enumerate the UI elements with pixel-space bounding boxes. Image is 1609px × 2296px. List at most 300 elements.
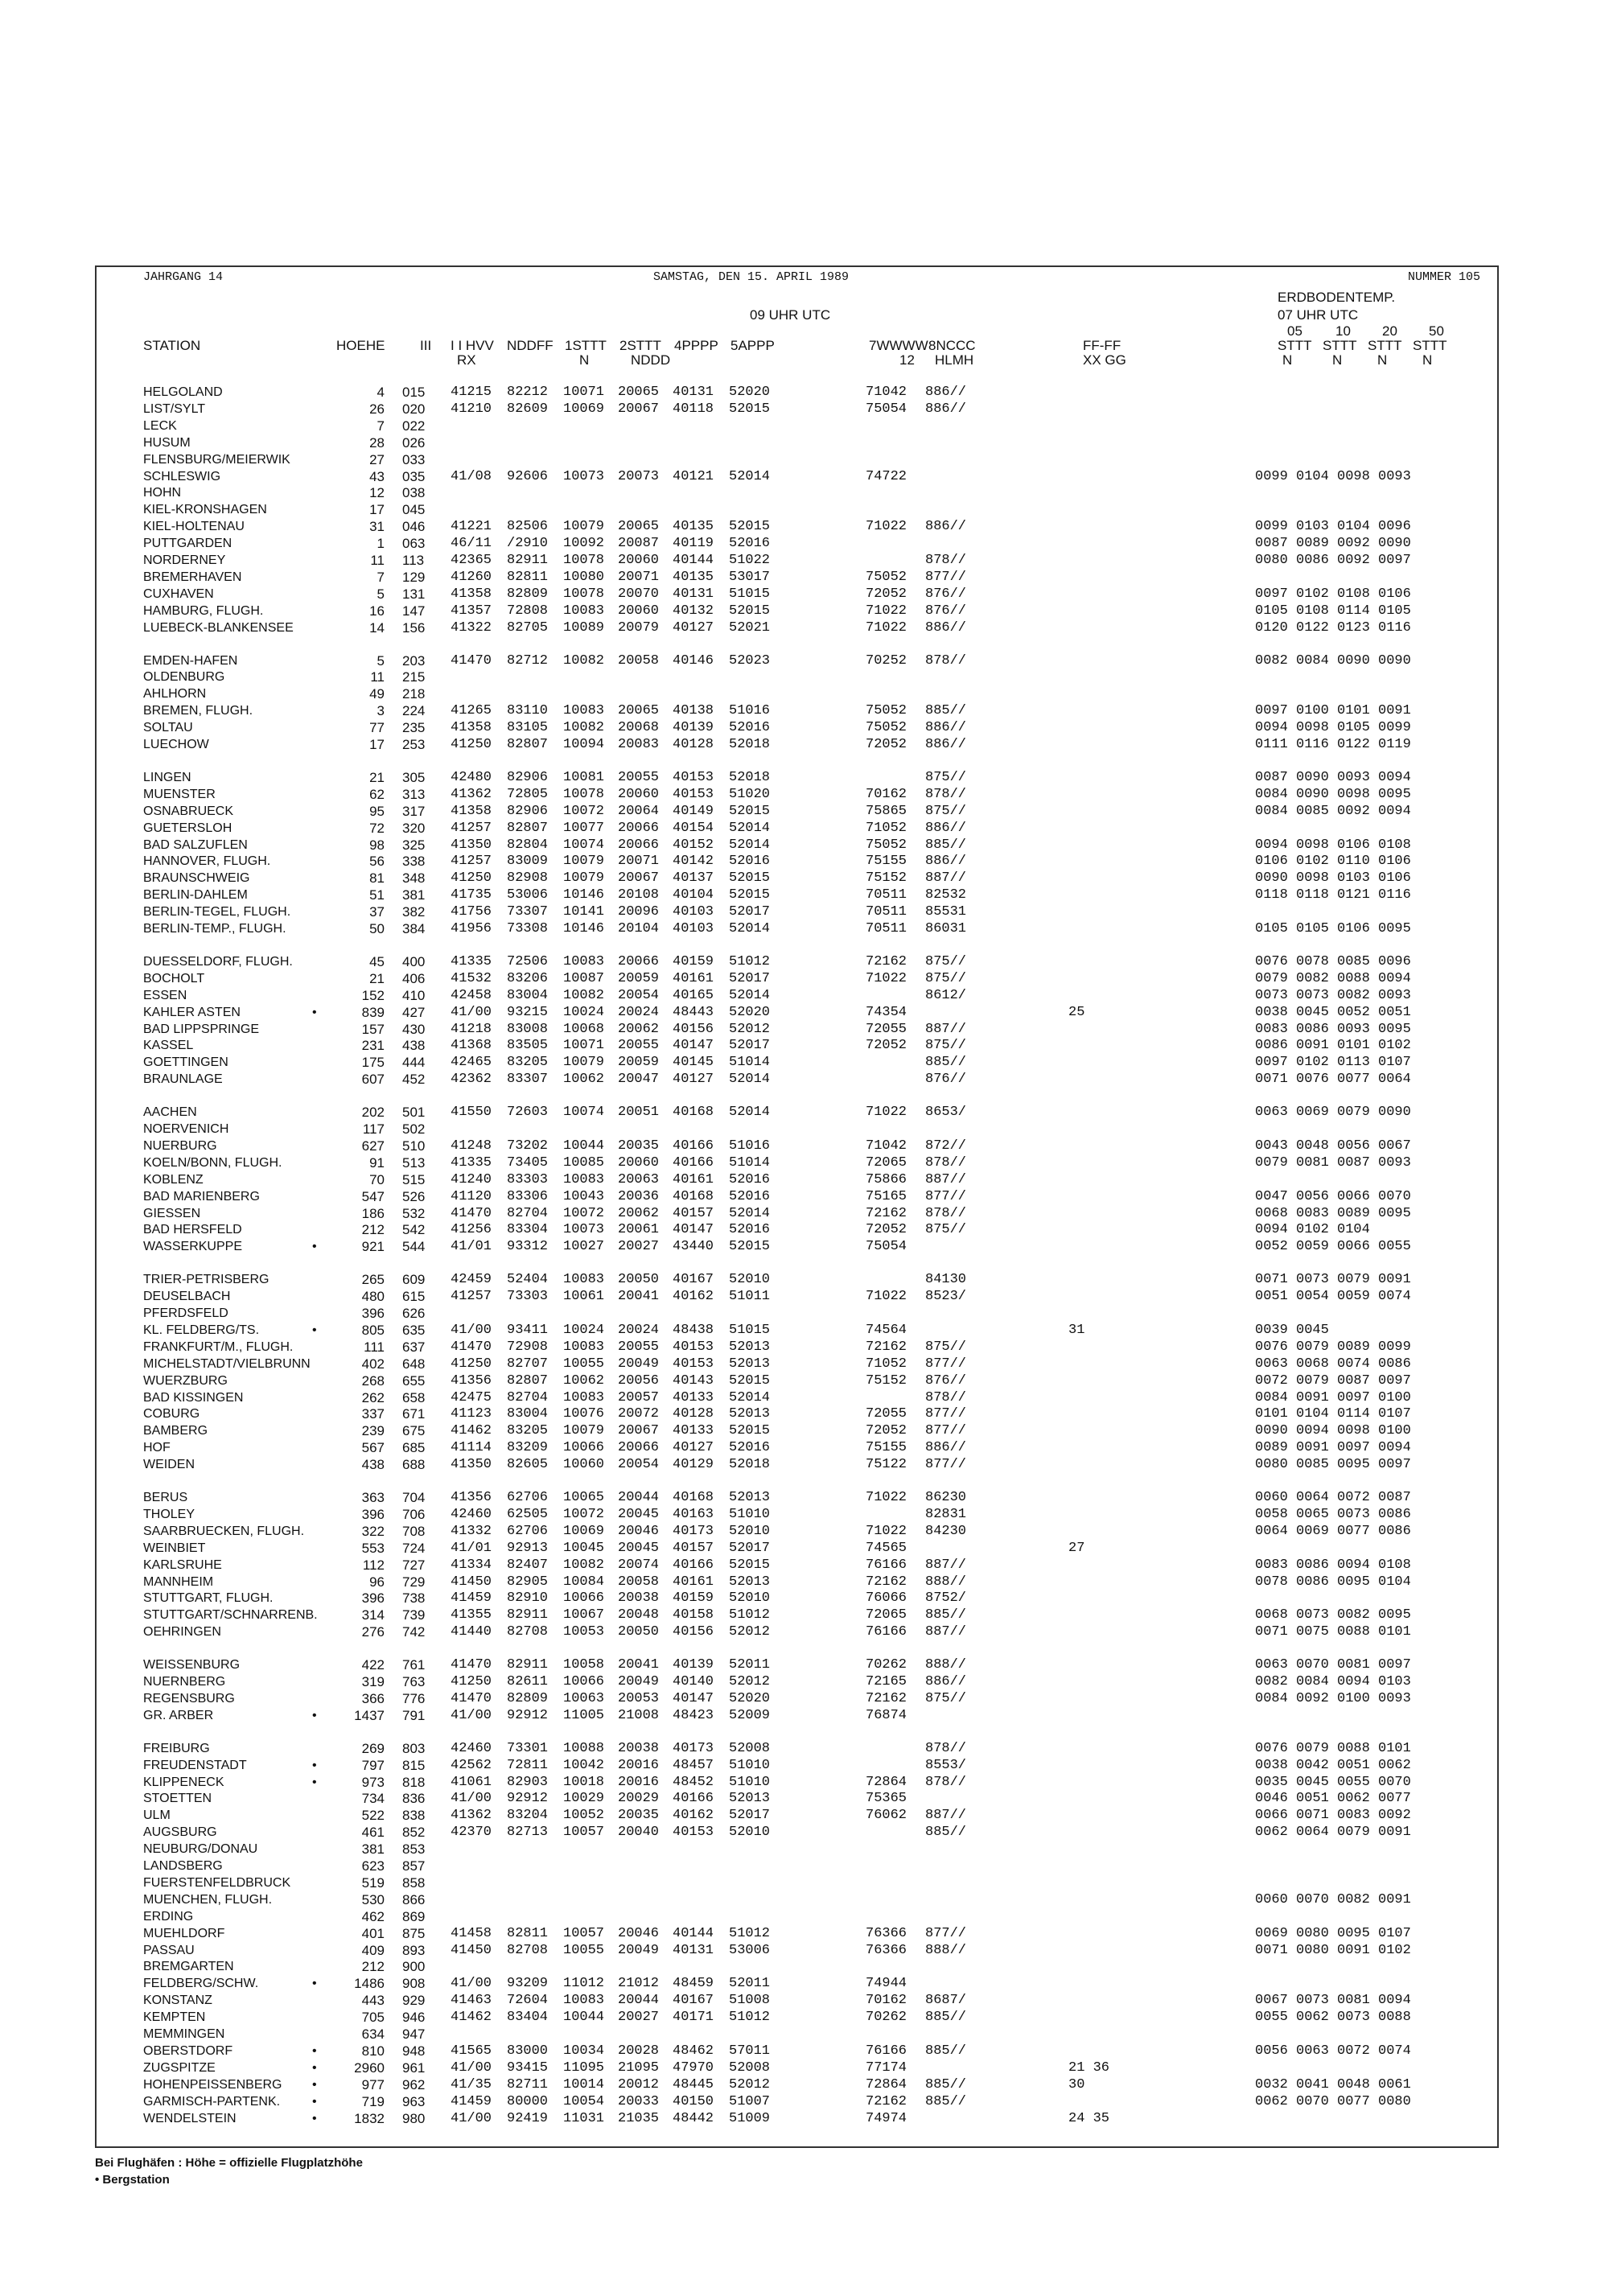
table-row	[97, 1775, 1500, 1791]
station-index: 875	[402, 1925, 426, 1941]
synop-group: 41061	[451, 1774, 492, 1790]
synop-group: 40153	[673, 769, 714, 785]
station-index: 203	[402, 652, 426, 669]
station-height: 7	[377, 569, 385, 585]
station-index: 305	[402, 769, 426, 785]
synop-group: 20062	[618, 1021, 660, 1037]
synop-group: 10053	[563, 1624, 605, 1640]
synop-group: 20016	[618, 1757, 660, 1773]
synop-group: 52015	[729, 803, 771, 819]
table-row	[97, 536, 1500, 552]
mountain-marker: •	[312, 1323, 317, 1337]
cloud-group: 888//	[925, 1942, 967, 1958]
table-row	[97, 1708, 1500, 1724]
weather-group: 71022	[866, 1490, 907, 1505]
weather-group: 75165	[866, 1188, 907, 1204]
station-name: TRIER-PETRISBERG	[143, 1273, 270, 1287]
station-index: 384	[402, 921, 426, 936]
cloud-group: 878//	[925, 1740, 967, 1756]
synop-group: 10074	[563, 1105, 605, 1121]
soil-temps: 0094 0102 0104	[1255, 1222, 1370, 1238]
station-index: 022	[402, 418, 426, 434]
weather-group: 75052	[866, 703, 907, 719]
synop-group: 52014	[729, 987, 771, 1003]
station-height: 2960	[354, 2059, 385, 2076]
station-name: BREMEN, FLUGH.	[143, 704, 253, 718]
station-height: 81	[369, 870, 385, 887]
station-index: 869	[402, 1908, 426, 1924]
synop-group: 20049	[618, 1356, 660, 1372]
soil-temps: 0052 0059 0066 0055	[1255, 1239, 1411, 1255]
synop-group: 40149	[673, 803, 714, 819]
synop-group: 41/00	[451, 1707, 492, 1723]
synop-group: 10074	[563, 837, 605, 853]
synop-group: 40168	[673, 1105, 714, 1121]
cloud-group: 8653/	[925, 1105, 967, 1121]
synop-group: 83204	[507, 1808, 549, 1824]
synop-group: 52016	[729, 1188, 771, 1204]
synop-group: 41/00	[451, 1791, 492, 1807]
station-name: FLENSBURG/MEIERWIK	[143, 452, 290, 467]
synop-group: 52015	[729, 519, 771, 535]
soil-temps: 0071 0076 0077 0064	[1255, 1072, 1411, 1088]
soil-temps: 0090 0094 0098 0100	[1255, 1423, 1411, 1439]
weather-group: 71022	[866, 1105, 907, 1121]
col-sttt-2: STTT	[1323, 338, 1357, 353]
synop-group: 20055	[618, 769, 660, 785]
soil-temps: 0032 0041 0048 0061	[1255, 2076, 1411, 2092]
table-row	[97, 1993, 1500, 2009]
synop-group: 20068	[618, 720, 660, 736]
synop-group: 41257	[451, 820, 492, 836]
synop-group: 40166	[673, 1138, 714, 1154]
synop-group: 10029	[563, 1791, 605, 1807]
synop-group: 20065	[618, 519, 660, 535]
synop-group: 20038	[618, 1590, 660, 1607]
synop-group: 10024	[563, 1004, 605, 1020]
station-index: 129	[402, 569, 426, 585]
synop-group: 40163	[673, 1506, 714, 1522]
weather-group: 70162	[866, 786, 907, 802]
station-name: HOHN	[143, 486, 182, 500]
synop-group: 20066	[618, 1440, 660, 1456]
synop-group: 41450	[451, 1942, 492, 1958]
table-row	[97, 401, 1500, 418]
synop-group: 41218	[451, 1021, 492, 1037]
synop-group: 10079	[563, 870, 605, 887]
table-row	[97, 469, 1500, 485]
synop-group: 20072	[618, 1406, 660, 1422]
col-n-4: N	[1422, 352, 1433, 368]
synop-group: 10044	[563, 1138, 605, 1154]
synop-group: 10072	[563, 1205, 605, 1221]
synop-group: 42370	[451, 1825, 492, 1841]
station-index: 615	[402, 1289, 426, 1305]
synop-group: 52010	[729, 1523, 771, 1539]
synop-group: 20104	[618, 921, 660, 936]
synop-group: 10060	[563, 1457, 605, 1473]
soil-temps: 0043 0048 0056 0067	[1255, 1138, 1411, 1154]
station-height: 530	[361, 1891, 385, 1907]
weather-group: 72052	[866, 737, 907, 752]
synop-group: 40153	[673, 1356, 714, 1372]
synop-group: 41265	[451, 703, 492, 719]
cloud-group: 877//	[925, 1356, 967, 1372]
synop-group: 40173	[673, 1523, 714, 1539]
synop-group: 82908	[507, 870, 549, 887]
synop-group: 52008	[729, 2059, 771, 2076]
station-height: 363	[361, 1490, 385, 1505]
synop-group: 41355	[451, 1607, 492, 1623]
synop-group: 51011	[729, 1289, 771, 1305]
synop-group: 10082	[563, 720, 605, 736]
station-name: STUTTGART/SCHNARRENB.	[143, 1608, 318, 1623]
station-height: 70	[369, 1171, 385, 1187]
station-name: EMDEN-HAFEN	[143, 653, 238, 668]
cloud-group: 875//	[925, 1222, 967, 1238]
synop-group: 52018	[729, 769, 771, 785]
synop-group: 52012	[729, 1624, 771, 1640]
table-row	[97, 770, 1500, 786]
table-row	[97, 1239, 1500, 1255]
station-height: 422	[361, 1657, 385, 1673]
synop-group: 11005	[563, 1707, 605, 1723]
synop-group: 92606	[507, 468, 549, 484]
station-height: 17	[369, 502, 385, 518]
station-index: 857	[402, 1858, 426, 1874]
volume-label: JAHRGANG 14	[143, 270, 224, 284]
synop-group: 52015	[729, 1557, 771, 1573]
table-row	[97, 1222, 1500, 1238]
station-index: 948	[402, 2043, 426, 2059]
synop-group: 10062	[563, 1072, 605, 1088]
col-nddff: NDDFF	[507, 338, 553, 353]
synop-group: 10027	[563, 1239, 605, 1255]
synop-group: 20027	[618, 2010, 660, 2026]
synop-group: 20060	[618, 786, 660, 802]
table-row	[97, 1390, 1500, 1406]
station-height: 72	[369, 820, 385, 836]
cloud-group: 875//	[925, 1038, 967, 1054]
synop-group: 82910	[507, 1590, 549, 1607]
weather-group: 74565	[866, 1540, 907, 1556]
synop-group: 40104	[673, 887, 714, 903]
synop-group: 41257	[451, 1289, 492, 1305]
mountain-marker: •	[312, 1240, 317, 1254]
synop-group: 20054	[618, 1457, 660, 1473]
station-height: 265	[361, 1272, 385, 1288]
station-name: OLDENBURG	[143, 670, 225, 685]
cloud-group: 875//	[925, 803, 967, 819]
synop-group: 57011	[729, 2043, 771, 2059]
synop-group: 40103	[673, 921, 714, 936]
synop-group: 41335	[451, 953, 492, 969]
weather-group: 74722	[866, 468, 907, 484]
station-height: 5	[377, 652, 385, 669]
synop-group: 10083	[563, 1389, 605, 1405]
table-row	[97, 1791, 1500, 1807]
synop-group: 40154	[673, 820, 714, 836]
station-index: 510	[402, 1138, 426, 1154]
station-height: 1486	[354, 1976, 385, 1992]
synop-group: 20073	[618, 468, 660, 484]
soil-temps: 0035 0045 0055 0070	[1255, 1774, 1411, 1790]
synop-group: 10078	[563, 786, 605, 802]
synop-group: 42459	[451, 1272, 492, 1288]
weather-group: 76166	[866, 1557, 907, 1573]
station-name: BAD MARIENBERG	[143, 1189, 260, 1204]
station-name: ERDING	[143, 1909, 194, 1924]
weather-group: 75052	[866, 837, 907, 853]
station-height: 62	[369, 786, 385, 802]
synop-group: 48445	[673, 2076, 714, 2092]
cloud-group: 877//	[925, 1406, 967, 1422]
cloud-group: 885//	[925, 1607, 967, 1623]
station-name: FREUDENSTADT	[143, 1758, 247, 1772]
station-index: 045	[402, 502, 426, 518]
synop-group: 52014	[729, 1389, 771, 1405]
synop-group: 21012	[618, 1976, 660, 1992]
table-row	[97, 2010, 1500, 2026]
cloud-group: 86031	[925, 921, 967, 936]
synop-group: 40147	[673, 1222, 714, 1238]
station-name: BAD LIPPSPRINGE	[143, 1022, 260, 1036]
station-name: HAMBURG, FLUGH.	[143, 603, 264, 618]
station-height: 212	[361, 1959, 385, 1975]
synop-group: 41357	[451, 603, 492, 619]
station-index: 763	[402, 1674, 426, 1689]
station-height: 409	[361, 1942, 385, 1958]
synop-group: 20061	[618, 1222, 660, 1238]
station-name: WASSERKUPPE	[143, 1240, 242, 1254]
synop-group: 51020	[729, 786, 771, 802]
synop-group: 10089	[563, 619, 605, 636]
station-name: BERLIN-TEGEL, FLUGH.	[143, 905, 291, 920]
soil-temps: 0097 0100 0101 0091	[1255, 703, 1411, 719]
station-name: AACHEN	[143, 1105, 197, 1120]
synop-group: 83304	[507, 1222, 549, 1238]
synop-group: 40173	[673, 1740, 714, 1756]
synop-group: 52013	[729, 1356, 771, 1372]
soil-temps: 0105 0108 0114 0105	[1255, 603, 1411, 619]
synop-group: 40146	[673, 652, 714, 669]
station-index: 729	[402, 1574, 426, 1590]
synop-group: 83303	[507, 1171, 549, 1187]
synop-group: 10055	[563, 1942, 605, 1958]
col-4pppp: 4PPPP	[674, 338, 718, 353]
synop-group: 42460	[451, 1740, 492, 1756]
weather-group: 71022	[866, 619, 907, 636]
weather-group: 71042	[866, 385, 907, 400]
synop-group: 83404	[507, 2010, 549, 2026]
cloud-group: 888//	[925, 1574, 967, 1590]
station-height: 202	[361, 1105, 385, 1121]
synop-group: 40153	[673, 1339, 714, 1355]
station-height: 396	[361, 1506, 385, 1522]
station-index: 658	[402, 1389, 426, 1405]
synop-group: 21035	[618, 2110, 660, 2126]
cloud-group: 878//	[925, 786, 967, 802]
synop-group: 10083	[563, 1993, 605, 2009]
synop-group: 52014	[729, 820, 771, 836]
synop-group: 20055	[618, 1038, 660, 1054]
synop-group: 20024	[618, 1004, 660, 1020]
synop-group: 41250	[451, 870, 492, 887]
station-height: 519	[361, 1874, 385, 1891]
synop-group: 72603	[507, 1105, 549, 1121]
synop-group: 40161	[673, 1574, 714, 1590]
station-height: 43	[369, 468, 385, 484]
table-row	[97, 1038, 1500, 1054]
synop-group: 40145	[673, 1055, 714, 1071]
cloud-group: 876//	[925, 1072, 967, 1088]
synop-group: 10068	[563, 1021, 605, 1037]
cloud-group: 875//	[925, 1339, 967, 1355]
cloud-group: 887//	[925, 1624, 967, 1640]
synop-group: 83205	[507, 1423, 549, 1439]
synop-group: 41462	[451, 1423, 492, 1439]
table-row	[97, 435, 1500, 451]
station-name: BAD HERSFELD	[143, 1223, 242, 1237]
cloud-group: 84230	[925, 1523, 967, 1539]
synop-group: 40144	[673, 1925, 714, 1941]
station-name: GOETTINGEN	[143, 1055, 228, 1070]
weather-group: 74944	[866, 1976, 907, 1992]
cloud-group: 886//	[925, 401, 967, 417]
station-index: 908	[402, 1976, 426, 1992]
weather-group: 75052	[866, 720, 907, 736]
synop-group: 10082	[563, 1557, 605, 1573]
weather-group: 70511	[866, 887, 907, 903]
cloud-group: 872//	[925, 1138, 967, 1154]
synop-group: 20065	[618, 703, 660, 719]
soil-temps: 0083 0086 0093 0095	[1255, 1021, 1411, 1037]
synop-group: 10066	[563, 1590, 605, 1607]
station-name: GUETERSLOH	[143, 821, 233, 835]
synop-group: 41470	[451, 1690, 492, 1706]
table-row	[97, 1206, 1500, 1222]
station-name: REGENSBURG	[143, 1691, 235, 1706]
station-height: 977	[361, 2076, 385, 2092]
station-height: 111	[364, 1339, 385, 1355]
station-height: 402	[361, 1356, 385, 1372]
synop-group: 41256	[451, 1222, 492, 1238]
table-row	[97, 1189, 1500, 1205]
station-index: 900	[402, 1959, 426, 1975]
synop-group: 20067	[618, 1423, 660, 1439]
synop-group: 41332	[451, 1523, 492, 1539]
table-row	[97, 703, 1500, 719]
soil-temps: 0063 0069 0079 0090	[1255, 1105, 1411, 1121]
synop-group: 20067	[618, 401, 660, 417]
synop-group: 41358	[451, 720, 492, 736]
soil-temps: 0106 0102 0110 0106	[1255, 854, 1411, 870]
table-row	[97, 1055, 1500, 1071]
synop-group: 52014	[729, 1072, 771, 1088]
synop-group: 10088	[563, 1740, 605, 1756]
synop-group: 52010	[729, 1272, 771, 1288]
synop-group: 20054	[618, 987, 660, 1003]
col-7wwww: 7WWWW	[869, 338, 928, 353]
synop-group: 40133	[673, 1423, 714, 1439]
cloud-group: 876//	[925, 1372, 967, 1389]
soil-temps: 0064 0069 0077 0086	[1255, 1523, 1411, 1539]
synop-group: 40150	[673, 2093, 714, 2109]
synop-group: 40121	[673, 468, 714, 484]
station-index: 156	[402, 619, 426, 636]
cloud-group: 877//	[925, 569, 967, 585]
synop-group: 10073	[563, 1222, 605, 1238]
weather-group: 71042	[866, 1138, 907, 1154]
synop-group: 20036	[618, 1188, 660, 1204]
cloud-group: 82831	[925, 1506, 967, 1522]
synop-group: 10079	[563, 1423, 605, 1439]
table-row	[97, 1574, 1500, 1590]
station-index: 815	[402, 1757, 426, 1773]
synop-group: 10076	[563, 1406, 605, 1422]
weather-group: 70162	[866, 1993, 907, 2009]
soil-temps: 0060 0070 0082 0091	[1255, 1891, 1411, 1907]
cloud-group: 8553/	[925, 1757, 967, 1773]
table-row	[97, 2111, 1500, 2127]
station-height: 607	[361, 1072, 385, 1088]
synop-group: 82711	[507, 2076, 549, 2092]
station-height: 623	[361, 1858, 385, 1874]
synop-group: 51010	[729, 1774, 771, 1790]
table-row	[97, 553, 1500, 569]
synop-group: 10079	[563, 519, 605, 535]
station-index: 609	[402, 1272, 426, 1288]
synop-group: 40127	[673, 619, 714, 636]
mountain-marker: •	[312, 1977, 317, 1991]
cloud-group: 885//	[925, 2076, 967, 2092]
col-hoehe: HOEHE	[336, 338, 385, 353]
synop-group: 82809	[507, 1690, 549, 1706]
cloud-group: 877//	[925, 1188, 967, 1204]
synop-group: 82911	[507, 1657, 549, 1673]
station-height: 337	[361, 1406, 385, 1422]
table-row	[97, 904, 1500, 920]
synop-group: 20087	[618, 536, 660, 552]
synop-group: 52011	[729, 1657, 771, 1673]
station-height: 438	[361, 1457, 385, 1473]
weather-group: 72162	[866, 953, 907, 969]
synop-group: 20035	[618, 1808, 660, 1824]
synop-group: 41215	[451, 385, 492, 400]
synop-group: 10071	[563, 1038, 605, 1054]
soil-temps: 0118 0118 0121 0116	[1255, 887, 1411, 903]
table-row	[97, 1005, 1500, 1021]
station-index: 026	[402, 434, 426, 451]
table-row	[97, 570, 1500, 586]
weather-group: 75865	[866, 803, 907, 819]
synop-group: 40143	[673, 1372, 714, 1389]
table-row	[97, 1306, 1500, 1322]
station-index: 501	[402, 1105, 426, 1121]
synop-group: 93415	[507, 2059, 549, 2076]
synop-group: 41956	[451, 921, 492, 936]
station-index: 406	[402, 970, 426, 986]
synop-group: 48438	[673, 1322, 714, 1338]
cloud-group: 876//	[925, 586, 967, 602]
synop-group: 20055	[618, 1339, 660, 1355]
station-height: 12	[369, 485, 385, 501]
soil-temps: 0086 0091 0101 0102	[1255, 1038, 1411, 1054]
synop-group: 20059	[618, 1055, 660, 1071]
synop-group: 52011	[729, 1976, 771, 1992]
cloud-group: 875//	[925, 769, 967, 785]
col-rx: RX	[457, 352, 476, 368]
